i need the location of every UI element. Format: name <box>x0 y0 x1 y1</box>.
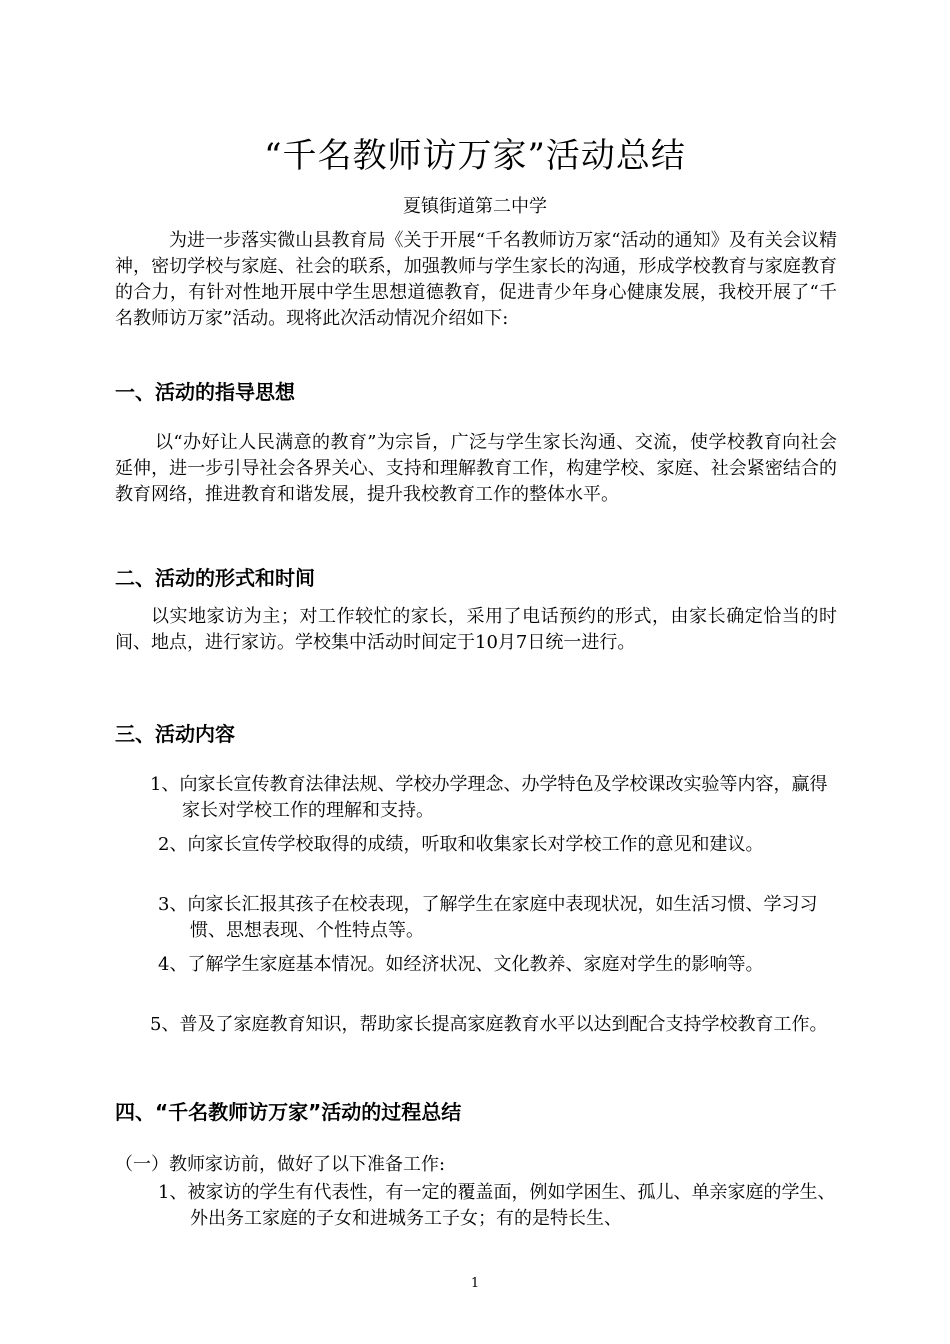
list-item: 3、向家长汇报其孩子在校表现，了解学生在家庭中表现状况，如生活习惯、学习习惯、思想表现、个性特点等。 <box>158 894 818 941</box>
page-number: 1 <box>470 1276 480 1291</box>
section-2-heading: 二、活动的形式和时间 <box>115 566 315 590</box>
list-item: 5、普及了家庭教育知识，帮助家长提高家庭教育水平以达到配合支持学校教育工作。 <box>150 1014 828 1035</box>
list-item: 4、了解学生家庭基本情况。如经济状况、文化教养、家庭对学生的影响等。 <box>158 954 764 975</box>
subsection-heading: （一）教师家访前，做好了以下准备工作: <box>115 1154 446 1175</box>
section-2-paragraph: 以实地家访为主；对工作较忙的家长，采用了电话预约的形式，由家长确定恰当的时间、地点，进行家访。学校集中活动时间定于10月7日统一进行。 <box>115 606 837 653</box>
section-1-paragraph: 以“办好让人民满意的教育”为宗旨，广泛与学生家长沟通、交流，使学校教育向社会延伸，进一步引导社会各界关心、支持和理解教育工作，构建学校、家庭、社会紧密结合的教育网络，推进教育和谐发展，提升我校教育工作的整体水平。 <box>115 432 837 505</box>
section-3-heading: 三、活动内容 <box>115 722 235 746</box>
intro-paragraph: 为进一步落实微山县教育局《关于开展“千名教师访万家“活动的通知》及有关会议精神，密切学校与家庭、社会的联系，加强教师与学生家长的沟通，形成学校教育与家庭教育的合力，有针对性地开展中学生思想道德教育，促进青少年身心健康发展，我校开展了“千名教师访万家”活动。现将此次活动情况介绍如下: <box>115 230 837 329</box>
document-title: “千名教师访万家”活动总结 <box>264 136 686 176</box>
section-4-heading: 四、“千名教师访万家”活动的过程总结 <box>115 1100 462 1124</box>
school-name: 夏镇街道第二中学 <box>403 196 547 217</box>
list-item: 1、向家长宣传教育法律法规、学校办学理念、办学特色及学校课改实验等内容，赢得家长对学校工作的理解和支持。 <box>150 774 828 821</box>
list-item: 2、向家长宣传学校取得的成绩，听取和收集家长对学校工作的意见和建议。 <box>158 834 764 855</box>
list-item: 1、被家访的学生有代表性，有一定的覆盖面，例如学困生、孤儿、单亲家庭的学生、外出务工家庭的子女和进城务工子女；有的是特长生、 <box>158 1182 836 1229</box>
section-1-heading: 一、活动的指导思想 <box>115 380 295 404</box>
